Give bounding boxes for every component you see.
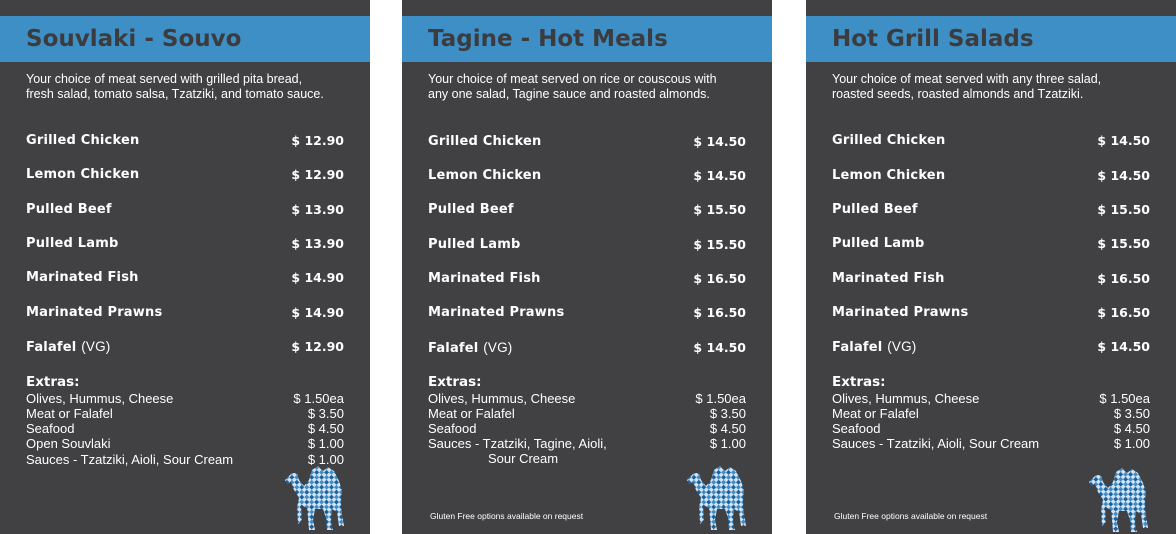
item-price: $ 12.90 [291,167,344,182]
menu-item [26,202,344,220]
extras-title: Extras: [832,374,886,390]
item-price: $ 16.50 [1097,305,1150,320]
panel-header [402,16,772,62]
item-price: $ 16.50 [693,305,746,320]
extra-continuation: Sour Cream [488,451,559,466]
item-name: Pulled Lamb [832,236,925,251]
camel-mosaic-icon [282,460,354,532]
extra-name: Meat or Falafel [832,406,919,421]
extra-price: $ 1.00 [709,436,746,451]
item-name: Lemon Chicken [832,168,946,183]
item-name: Marinated Fish [26,270,139,285]
extra-price: $ 3.50 [307,406,344,421]
item-price: $ 14.50 [693,134,746,149]
item-name: Falafel (VG) [26,339,111,355]
menu-item [428,202,746,220]
item-price: $ 16.50 [1097,271,1150,286]
extra-item [428,436,746,451]
item-price: $ 12.90 [291,339,344,354]
item-name: Pulled Beef [26,202,112,217]
item-price: $ 15.50 [1097,236,1150,251]
item-name: Pulled Beef [832,202,918,217]
extra-name: Seafood [26,421,75,436]
extra-price: $ 3.50 [709,406,746,421]
menu-item [428,305,746,323]
menu-item [428,237,746,255]
menu-item [26,305,344,323]
panel-title: Tagine - Hot Meals [428,26,668,52]
menu-item [428,271,746,289]
extra-name: Open Souvlaki [26,436,111,451]
extra-item [428,391,746,406]
item-price: $ 14.50 [693,168,746,183]
item-price: $ 15.50 [693,202,746,217]
extra-name: Seafood [428,421,477,436]
item-note: (VG) [81,339,111,354]
menu-item [26,236,344,254]
extra-item [832,421,1150,436]
extra-price: $ 4.50 [709,421,746,436]
item-price: $ 12.90 [291,133,344,148]
panel-header [806,16,1176,62]
extra-item [26,406,344,421]
item-price: $ 14.90 [291,270,344,285]
menu-item [26,339,344,357]
panel-description: Your choice of meat served with grilled pita bread, fresh salad, tomato salsa, Tzatziki, and tomato sauce. [26,72,324,101]
item-price: $ 13.90 [291,236,344,251]
extra-item [26,391,344,406]
item-price: $ 16.50 [693,271,746,286]
panel-title: Hot Grill Salads [832,26,1034,52]
extra-item [26,436,344,451]
footnote: Gluten Free options available on request [430,511,584,521]
extra-item [832,436,1150,451]
item-price: $ 14.50 [1097,168,1150,183]
item-price: $ 14.50 [693,340,746,355]
menu-item [832,168,1150,186]
item-name: Marinated Prawns [832,305,969,320]
menu-item [428,134,746,152]
extra-price: $ 1.50ea [1099,391,1150,406]
item-name: Pulled Lamb [26,236,119,251]
item-name: Falafel (VG) [428,340,513,356]
item-name: Marinated Fish [832,271,945,286]
item-name: Grilled Chicken [832,133,946,148]
extra-price: $ 1.50ea [293,391,344,406]
item-name: Falafel (VG) [832,339,917,355]
camel-mosaic-icon [684,460,756,532]
menu-item [26,167,344,185]
item-name: Lemon Chicken [26,167,140,182]
item-price: $ 14.90 [291,305,344,320]
menu-item [26,133,344,151]
extra-price: $ 1.00 [307,436,344,451]
extra-name: Sauces - Tzatziki, Tagine, Aioli, [428,436,607,451]
extras-title: Extras: [26,374,80,390]
item-name: Grilled Chicken [26,133,140,148]
extra-name: Olives, Hummus, Cheese [428,391,576,406]
item-name: Pulled Beef [428,202,514,217]
item-name: Marinated Fish [428,271,541,286]
extra-item [428,421,746,436]
menu-panel-hot-grill-salads [806,0,1176,534]
extra-price: $ 4.50 [307,421,344,436]
menu-item [832,271,1150,289]
extra-name: Olives, Hummus, Cheese [832,391,980,406]
menu-panel-tagine [402,0,772,534]
item-name: Lemon Chicken [428,168,542,183]
item-name: Marinated Prawns [26,305,163,320]
extra-price: $ 4.50 [1113,421,1150,436]
item-price: $ 13.90 [291,202,344,217]
menu-item [832,133,1150,151]
panel-title: Souvlaki - Souvo [26,26,242,52]
extra-price: $ 3.50 [1113,406,1150,421]
panel-description: Your choice of meat served on rice or couscous with any one salad, Tagine sauce and roasted almonds. [428,72,717,101]
item-name: Marinated Prawns [428,305,565,320]
extra-item [832,406,1150,421]
extra-name: Meat or Falafel [428,406,515,421]
item-price: $ 15.50 [1097,202,1150,217]
menu-panel-souvlaki [0,0,370,534]
item-price: $ 15.50 [693,237,746,252]
menu-item [428,168,746,186]
panel-description: Your choice of meat served with any three salad, roasted seeds, roasted almonds and Tzatziki. [832,72,1102,101]
footnote: Gluten Free options available on request [834,511,988,521]
item-price: $ 14.50 [1097,133,1150,148]
extra-name: Meat or Falafel [26,406,113,421]
menu-item [832,236,1150,254]
menu-item [832,305,1150,323]
camel-mosaic-icon [1086,462,1158,534]
extra-name: Sauces - Tzatziki, Aioli, Sour Cream [26,452,234,467]
menu-item [26,270,344,288]
item-name: Grilled Chicken [428,134,542,149]
item-name: Pulled Lamb [428,237,521,252]
item-note: (VG) [887,339,917,354]
extra-item [428,406,746,421]
extras-title: Extras: [428,374,482,390]
extra-price: $ 1.00 [1113,436,1150,451]
extra-name: Sauces - Tzatziki, Aioli, Sour Cream [832,436,1040,451]
extra-name: Olives, Hummus, Cheese [26,391,174,406]
extra-price: $ 1.50ea [695,391,746,406]
item-price: $ 14.50 [1097,339,1150,354]
extra-item [832,391,1150,406]
menu-item [428,340,746,358]
panel-header [0,16,370,62]
extra-price: $ 1.00 [307,452,344,467]
menu-item [832,339,1150,357]
extra-item [26,421,344,436]
menu-item [832,202,1150,220]
item-note: (VG) [483,340,513,355]
extra-name: Seafood [832,421,881,436]
